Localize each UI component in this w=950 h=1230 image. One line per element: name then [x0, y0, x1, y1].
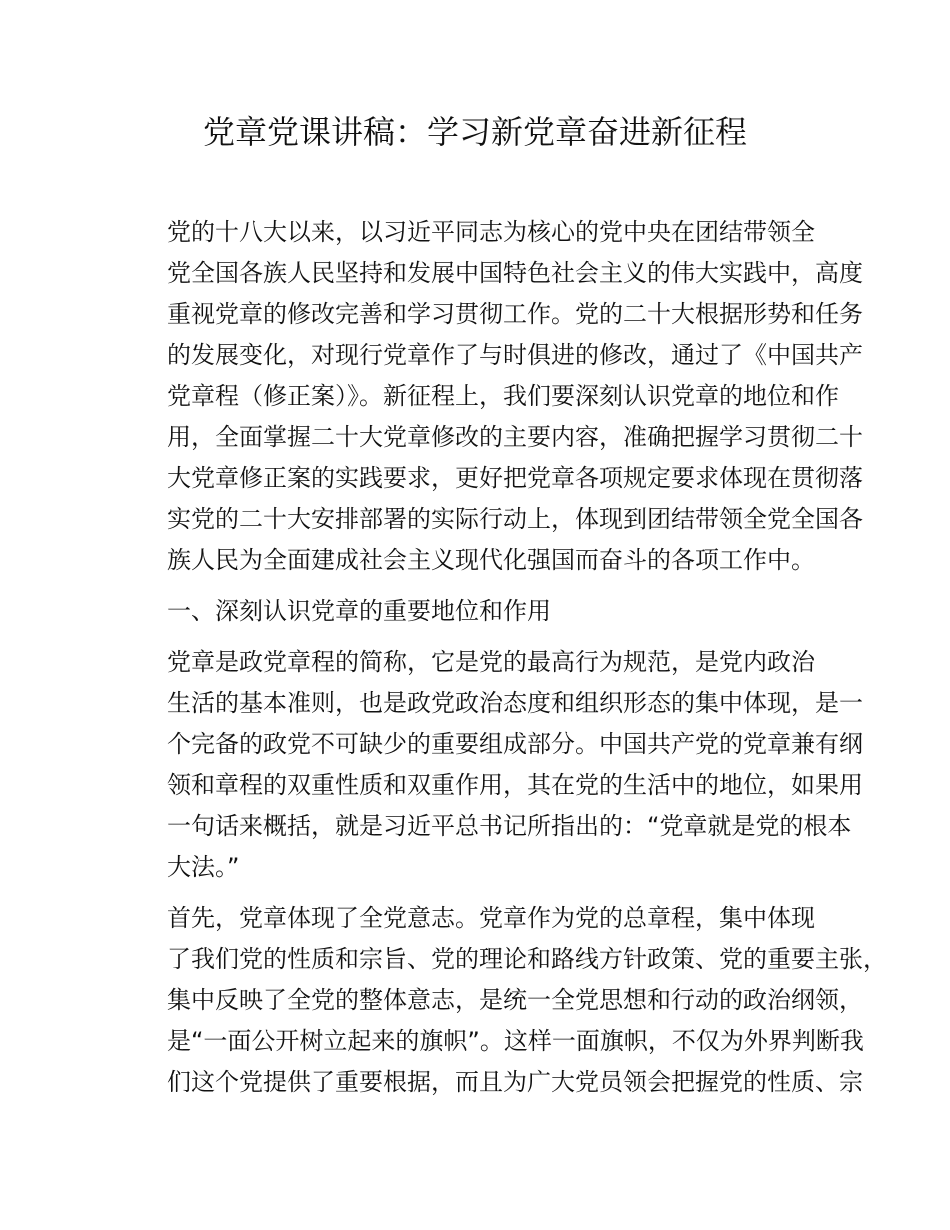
text-line: 族人民为全面建成社会主义现代化强国而奋斗的各项工作中。	[167, 546, 815, 574]
text-line: 一句话来概括，就是习近平总书记所指出的：“党章就是党的根本	[167, 812, 852, 840]
text-line: 党全国各族人民坚持和发展中国特色社会主义的伟大实践中，高度	[167, 259, 863, 287]
text-line: 大党章修正案的实践要求，更好把党章各项规定要求体现在贯彻落	[167, 464, 863, 492]
text-line: 党的十八大以来，以习近平同志为核心的党中央在团结带领全	[167, 218, 815, 246]
text-line: 领和章程的双重性质和双重作用，其在党的生活中的地位，如果用	[167, 771, 863, 799]
text-line: 集中反映了全党的整体意志，是统一全党思想和行动的政治纲领，	[167, 986, 863, 1014]
text-line: 一、深刻认识党章的重要地位和作用	[167, 597, 551, 625]
text-line: 个完备的政党不可缺少的重要组成部分。中国共产党的党章兼有纲	[167, 730, 863, 758]
text-line: 生活的基本准则，也是政党政治态度和组织形态的集中体现，是一	[167, 689, 863, 717]
text-line: 党章是政党章程的简称，它是党的最高行为规范，是党内政治	[167, 648, 815, 676]
text-line: 了我们党的性质和宗旨、党的理论和路线方针政策、党的重要主张，	[167, 945, 887, 973]
text-line: 实党的二十大安排部署的实际行动上，体现到团结带领全党全国各	[167, 505, 863, 533]
paragraph-intro	[119, 212, 863, 581]
paragraph-definition	[119, 642, 863, 888]
text-line: 们这个党提供了重要根据，而且为广大党员领会把握党的性质、宗	[167, 1068, 863, 1096]
document-title: 党章党课讲稿：学习新党章奋进新征程	[202, 113, 747, 151]
text-line: 大法。”	[167, 853, 240, 881]
text-line: 党章程（修正案）》。新征程上，我们要深刻认识党章的地位和作	[167, 382, 839, 410]
paragraph-first-point	[119, 898, 887, 1103]
document-body	[119, 212, 887, 1103]
section-heading	[119, 591, 839, 632]
text-line: 是“一面公开树立起来的旗帜”。这样一面旗帜，不仅为外界判断我	[167, 1027, 864, 1055]
text-line: 用，全面掌握二十大党章修改的主要内容，准确把握学习贯彻二十	[167, 423, 863, 451]
text-line: 的发展变化，对现行党章作了与时俱进的修改，通过了《中国共产	[167, 341, 863, 369]
text-line: 重视党章的修改完善和学习贯彻工作。党的二十大根据形势和任务	[167, 300, 863, 328]
text-line: 首先，党章体现了全党意志。党章作为党的总章程，集中体现	[167, 904, 815, 932]
